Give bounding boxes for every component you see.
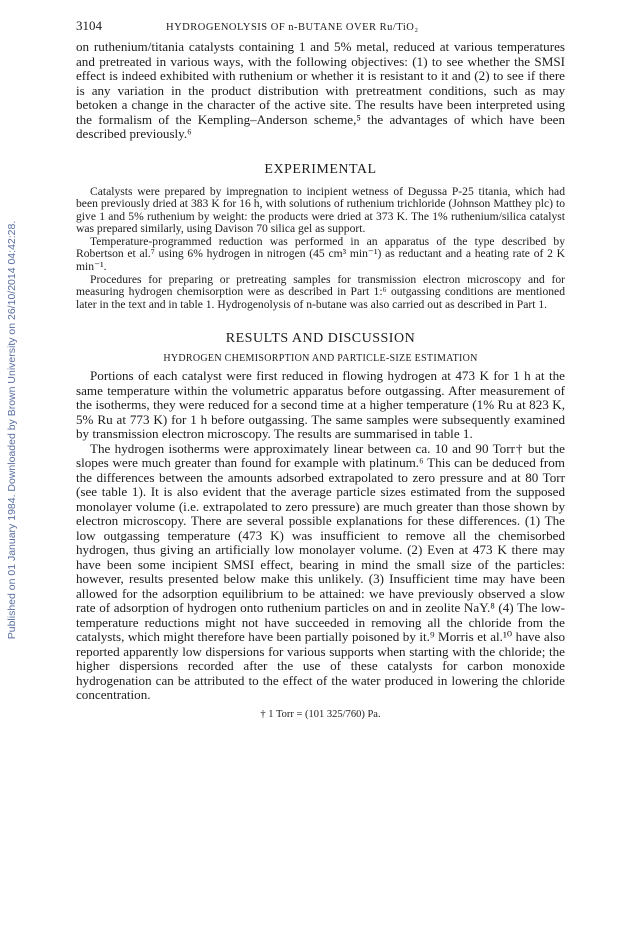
journal-page [76,18,565,720]
results-paragraph-1: Portions of each catalyst were first reduced in flowing hydrogen at 473 K for 1 h at the same temperature within the volumetric apparatus before outgassing. After measurement of the isotherms, they were reduced for a second time at a higher temperature (1% Ru at 823 K, 5% Ru at 773 K) for 1 h before outgassing. The same samples were subsequently examined by transmission electron microscopy. The results are summarised in table 1. [76,368,565,442]
experimental-paragraph-2: Temperature-programmed reduction was performed in an apparatus of the type described by Robertson et al.⁷ using 6% hydrogen in nitrogen (45 cm³ min⁻¹) as reductant and a heating rate of 2 K min⁻¹. [76,234,565,274]
results-heading: RESULTS AND DISCUSSION [225,331,416,347]
results-subheading: HYDROGEN CHEMISORPTION AND PARTICLE-SIZE ESTIMATION [163,353,478,365]
experimental-paragraph-3: Procedures for preparing or pretreating samples for transmission electron microscopy and for measuring hydrogen chemisorption were as described in Part 1:⁶ outgassing conditions are mentioned later in the text and in table 1. Hydrogenolysis of n-butane was also carried out as described in Part 1. [76,272,565,311]
publication-stamp-text: Published on 01 January 1984. Downloaded by Brown University on 26/10/2014 04:42:28. [6,220,18,640]
intro-paragraph: on ruthenium/titania catalysts containing 1 and 5% metal, reduced at various temperatures and pretreated in various ways, with the following objectives: (1) to see whether the SMSI effect is indeed exhibited with ruthenium or whether it is resistant to it and (2) to see if there is any variation in the product distribution with pretreatment conditions, such as may betoken a change in the character of the active site. The results have been interpreted using the formalism of the Kempling–Anderson scheme,⁵ the advantages of which have been described previously.⁶ [76,39,565,141]
results-paragraph-2: The hydrogen isotherms were approximately linear between ca. 10 and 90 Torr† but the slopes were much greater than found for example with platinum.⁶ This can be deduced from the differences between the amounts adsorbed extrapolated to zero pressure and at 80 Torr (see table 1). It is also evident that the average particle sizes estimated from the supposed monolayer volume (i.e. extrapolated to zero pressure) are much greater than those shown by electron microscopy. There are several possible explanations for these differences. (1) The low outgassing temperature (473 K) was insufficient to remove all the chemisorbed hydrogen, thus giving an artificially low monolayer volume. (2) Even at 473 K there may have been some incipient SMSI effect, bearing in mind the small size of the particles: however, results presented below make this unlikely. (3) Insufficient time may have been allowed for the adsorption equilibrium to be attained: we have previously observed a slow rate of adsorption of hydrogen onto ruthenium particles on and in zeolite NaY.⁸ (4) The low-temperature reductions might not have succeeded in removing all the chloride from the catalysts, which might therefore have been partially poisoned by it.⁹ Morris et al.¹⁰ have also reported apparently low dispersions for various supports when starting with the chloride; the higher dispersions recorded after the use of these catalysts for carbon monoxide hydrogenation can be attributed to the effect of the water produced in lowering the chloride concentration. [76,440,565,703]
page-number: 3104 [76,18,102,33]
footnote: † 1 Torr = (101 325/760) Pa. [260,708,381,720]
page-header [76,18,565,40]
experimental-paragraph-1: Catalysts were prepared by impregnation to incipient wetness of Degussa P-25 titania, which had been previously dried at 383 K for 16 h, with solutions of ruthenium trichloride (Johnson Matthey plc) to give 1 and 5% ruthenium by weight: the products were dried at 373 K. The 1% ruthenium/silica catalyst was prepared similarly, using Davison 70 silica gel as support. [76,184,565,236]
running-title: HYDROGENOLYSIS OF n-BUTANE OVER Ru/TiO₂ [166,22,419,33]
publication-stamp [2,130,22,730]
experimental-heading: EXPERIMENTAL [264,161,377,177]
